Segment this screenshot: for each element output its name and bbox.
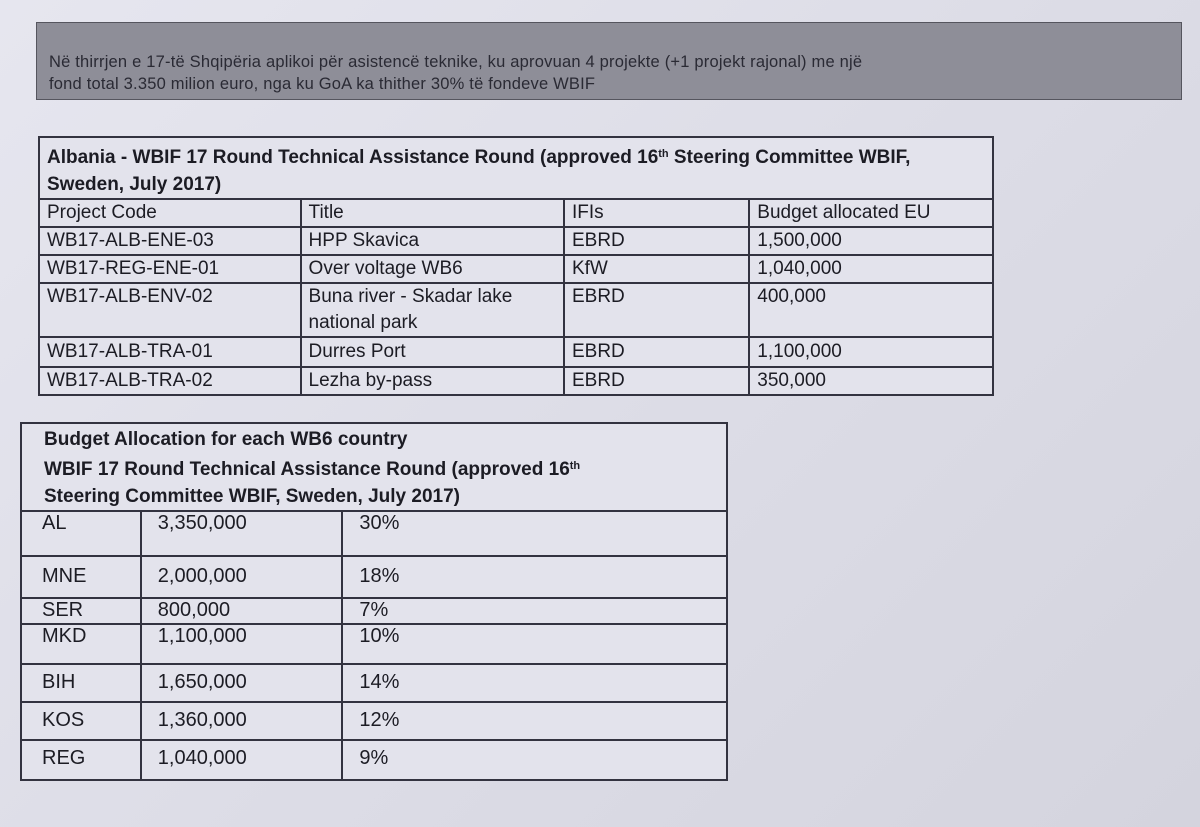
table-title <box>21 423 727 511</box>
ifi-cell: EBRD <box>564 283 749 337</box>
project-title-cell: Lezha by-pass <box>301 367 564 395</box>
albania-projects-table <box>38 136 994 396</box>
title-line-1: Budget Allocation for each WB6 country <box>44 429 408 450</box>
title-line-2: WBIF 17 Round Technical Assistance Round (approved 16th <box>44 459 581 480</box>
share-cell: 14% <box>342 664 727 702</box>
table-row <box>39 337 993 367</box>
share-cell: 7% <box>342 598 727 624</box>
budget-cell: 1,500,000 <box>749 227 993 255</box>
ifi-cell: EBRD <box>564 367 749 395</box>
header-ifis: IFIs <box>564 199 749 227</box>
country-cell: REG <box>21 740 141 780</box>
table-header-row <box>39 199 993 227</box>
country-cell: SER <box>21 598 141 624</box>
table-title-row <box>39 137 993 199</box>
ifi-cell: KfW <box>564 255 749 283</box>
ifi-cell: EBRD <box>564 337 749 367</box>
country-cell: BIH <box>21 664 141 702</box>
table-row <box>39 367 993 395</box>
table-title-row <box>21 423 727 511</box>
share-cell: 18% <box>342 556 727 598</box>
table-row <box>21 511 727 556</box>
amount-cell: 1,040,000 <box>141 740 343 780</box>
amount-cell: 1,650,000 <box>141 664 343 702</box>
project-code-cell: WB17-ALB-TRA-01 <box>39 337 301 367</box>
table-row <box>21 702 727 740</box>
header-title: Title <box>301 199 564 227</box>
amount-cell: 3,350,000 <box>141 511 343 556</box>
project-code-cell: WB17-REG-ENE-01 <box>39 255 301 283</box>
amount-cell: 800,000 <box>141 598 343 624</box>
country-cell: KOS <box>21 702 141 740</box>
country-cell: MNE <box>21 556 141 598</box>
project-title-cell: Buna river - Skadar lake national park <box>301 283 564 337</box>
amount-cell: 1,360,000 <box>141 702 343 740</box>
share-cell: 9% <box>342 740 727 780</box>
country-cell: AL <box>21 511 141 556</box>
budget-cell: 1,040,000 <box>749 255 993 283</box>
project-title-cell: Durres Port <box>301 337 564 367</box>
project-code-cell: WB17-ALB-ENE-03 <box>39 227 301 255</box>
budget-cell: 350,000 <box>749 367 993 395</box>
amount-cell: 1,100,000 <box>141 624 343 664</box>
budget-cell: 1,100,000 <box>749 337 993 367</box>
intro-banner <box>36 22 1182 100</box>
table-row <box>39 255 993 283</box>
amount-cell: 2,000,000 <box>141 556 343 598</box>
share-cell: 30% <box>342 511 727 556</box>
ifi-cell: EBRD <box>564 227 749 255</box>
table-row <box>39 227 993 255</box>
share-cell: 12% <box>342 702 727 740</box>
banner-line-1: Në thirrjen e 17-të Shqipëria aplikoi për asistencë teknike, ku aprovuan 4 projekte (+1 projekt rajonal) me një <box>49 53 863 71</box>
budget-cell: 400,000 <box>749 283 993 337</box>
table-row <box>21 624 727 664</box>
banner-line-2: fond total 3.350 milion euro, nga ku GoA ka thither 30% të fondeve WBIF <box>49 75 596 93</box>
project-title-cell: Over voltage WB6 <box>301 255 564 283</box>
project-code-cell: WB17-ALB-ENV-02 <box>39 283 301 337</box>
title-line-3: Steering Committee WBIF, Sweden, July 2017) <box>44 486 460 507</box>
table-row <box>21 598 727 624</box>
table-row <box>21 740 727 780</box>
table-row <box>21 664 727 702</box>
project-code-cell: WB17-ALB-TRA-02 <box>39 367 301 395</box>
table-title: Albania - WBIF 17 Round Technical Assistance Round (approved 16th Steering Committee WBIF, Sweden, July 2017) <box>39 137 993 199</box>
country-cell: MKD <box>21 624 141 664</box>
share-cell: 10% <box>342 624 727 664</box>
header-budget: Budget allocated EU <box>749 199 993 227</box>
header-project-code: Project Code <box>39 199 301 227</box>
table-row <box>39 283 993 337</box>
table-row <box>21 556 727 598</box>
budget-allocation-table <box>20 422 728 781</box>
project-title-cell: HPP Skavica <box>301 227 564 255</box>
